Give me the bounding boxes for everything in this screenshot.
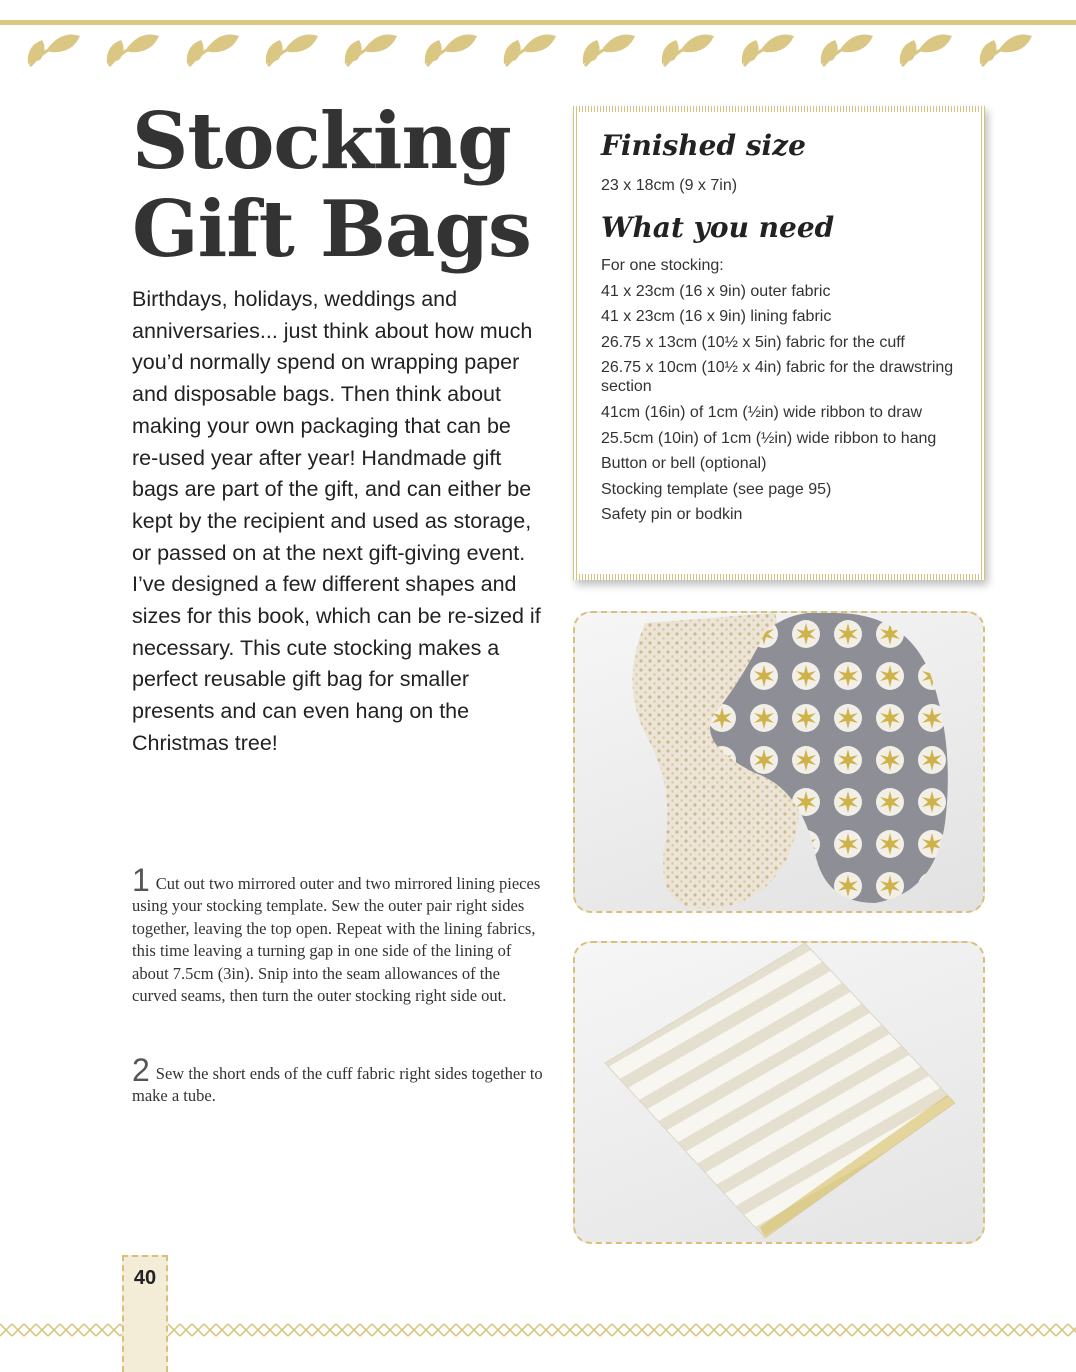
stocking-pieces-illustration — [575, 613, 983, 911]
list-item: 41 x 23cm (16 x 9in) outer fabric — [601, 282, 831, 300]
leaf-icon — [264, 26, 320, 70]
step-text: Cut out two mirrored outer and two mirrored lining pieces using your stocking template. Sew the outer pair right sides together, leaving the top open. Repeat with the lining fabrics, this time leaving a turning gap in one side of the lining of about 7.5cm (3in). Snip into the seam allowances of the curved seams, then turn the outer stocking right side out. — [132, 874, 541, 1006]
leaf-icon — [978, 26, 1034, 70]
materials-list — [601, 256, 969, 524]
finished-size-value: 23 x 18cm (9 x 7in) — [601, 177, 738, 194]
leaf-icon — [740, 26, 796, 70]
leaf-icon — [105, 26, 161, 70]
list-item: 41 x 23cm (16 x 9in) lining fabric — [601, 308, 832, 326]
leaf-icon — [819, 26, 875, 70]
striped-cuff-illustration — [575, 943, 983, 1242]
step-2 — [132, 1052, 546, 1108]
leaf-icon — [581, 26, 637, 70]
step-number: 1 — [132, 862, 150, 898]
leaf-border — [0, 26, 1076, 74]
cuff-fabric-photo — [573, 941, 985, 1244]
leaf-icon — [185, 26, 241, 70]
page-number-tab — [122, 1255, 168, 1372]
list-item: 26.75 x 13cm (10½ x 5in) fabric for the cuff — [601, 333, 905, 351]
leaf-icon — [898, 26, 954, 70]
list-item: Stocking template (see page 95) — [601, 480, 832, 498]
list-item: 26.75 x 10cm (10½ x 4in) fabric for the drawstring section — [601, 359, 954, 396]
title-line-2: Gift Bags — [132, 184, 531, 275]
top-border — [0, 20, 1076, 25]
list-item: Button or bell (optional) — [601, 455, 767, 473]
what-you-need-heading: What you need — [601, 211, 835, 244]
leaf-icon — [26, 26, 82, 70]
leaf-icon — [502, 26, 558, 70]
leaf-icon — [343, 26, 399, 70]
list-item: 25.5cm (10in) of 1cm (½in) wide ribbon to hang — [601, 429, 937, 447]
leaf-icon — [660, 26, 716, 70]
list-item: 41cm (16in) of 1cm (½in) wide ribbon to draw — [601, 403, 923, 421]
list-item: Safety pin or bodkin — [601, 506, 743, 524]
step-1 — [132, 862, 546, 1007]
list-item: For one stocking: — [601, 257, 724, 274]
step-number: 2 — [132, 1052, 150, 1088]
title-line-1: Stocking — [132, 96, 511, 187]
stocking-fabric-photo — [573, 611, 985, 913]
page-number: 40 — [133, 1267, 157, 1289]
intro-paragraph: Birthdays, holidays, weddings and anniversaries... just think about how much you’d normally spend on wrapping paper and disposable bags. Then think about making your own packaging that can be re-used year after year! Handmade gift bags are part of the gift, and can either be kept by the recipient and used as storage, or passed on at the next gift-giving event. I’ve designed a few different shapes and sizes for this book, which can be re-sized if necessary. This cute stocking makes a perfect reusable gift bag for smaller presents and can even hang on the Christmas tree! — [132, 287, 541, 755]
page-title — [132, 98, 531, 274]
step-text: Sew the short ends of the cuff fabric right sides together to make a tube. — [132, 1064, 543, 1106]
materials-box — [573, 106, 985, 580]
finished-size-heading: Finished size — [601, 129, 806, 162]
leaf-icon — [423, 26, 479, 70]
